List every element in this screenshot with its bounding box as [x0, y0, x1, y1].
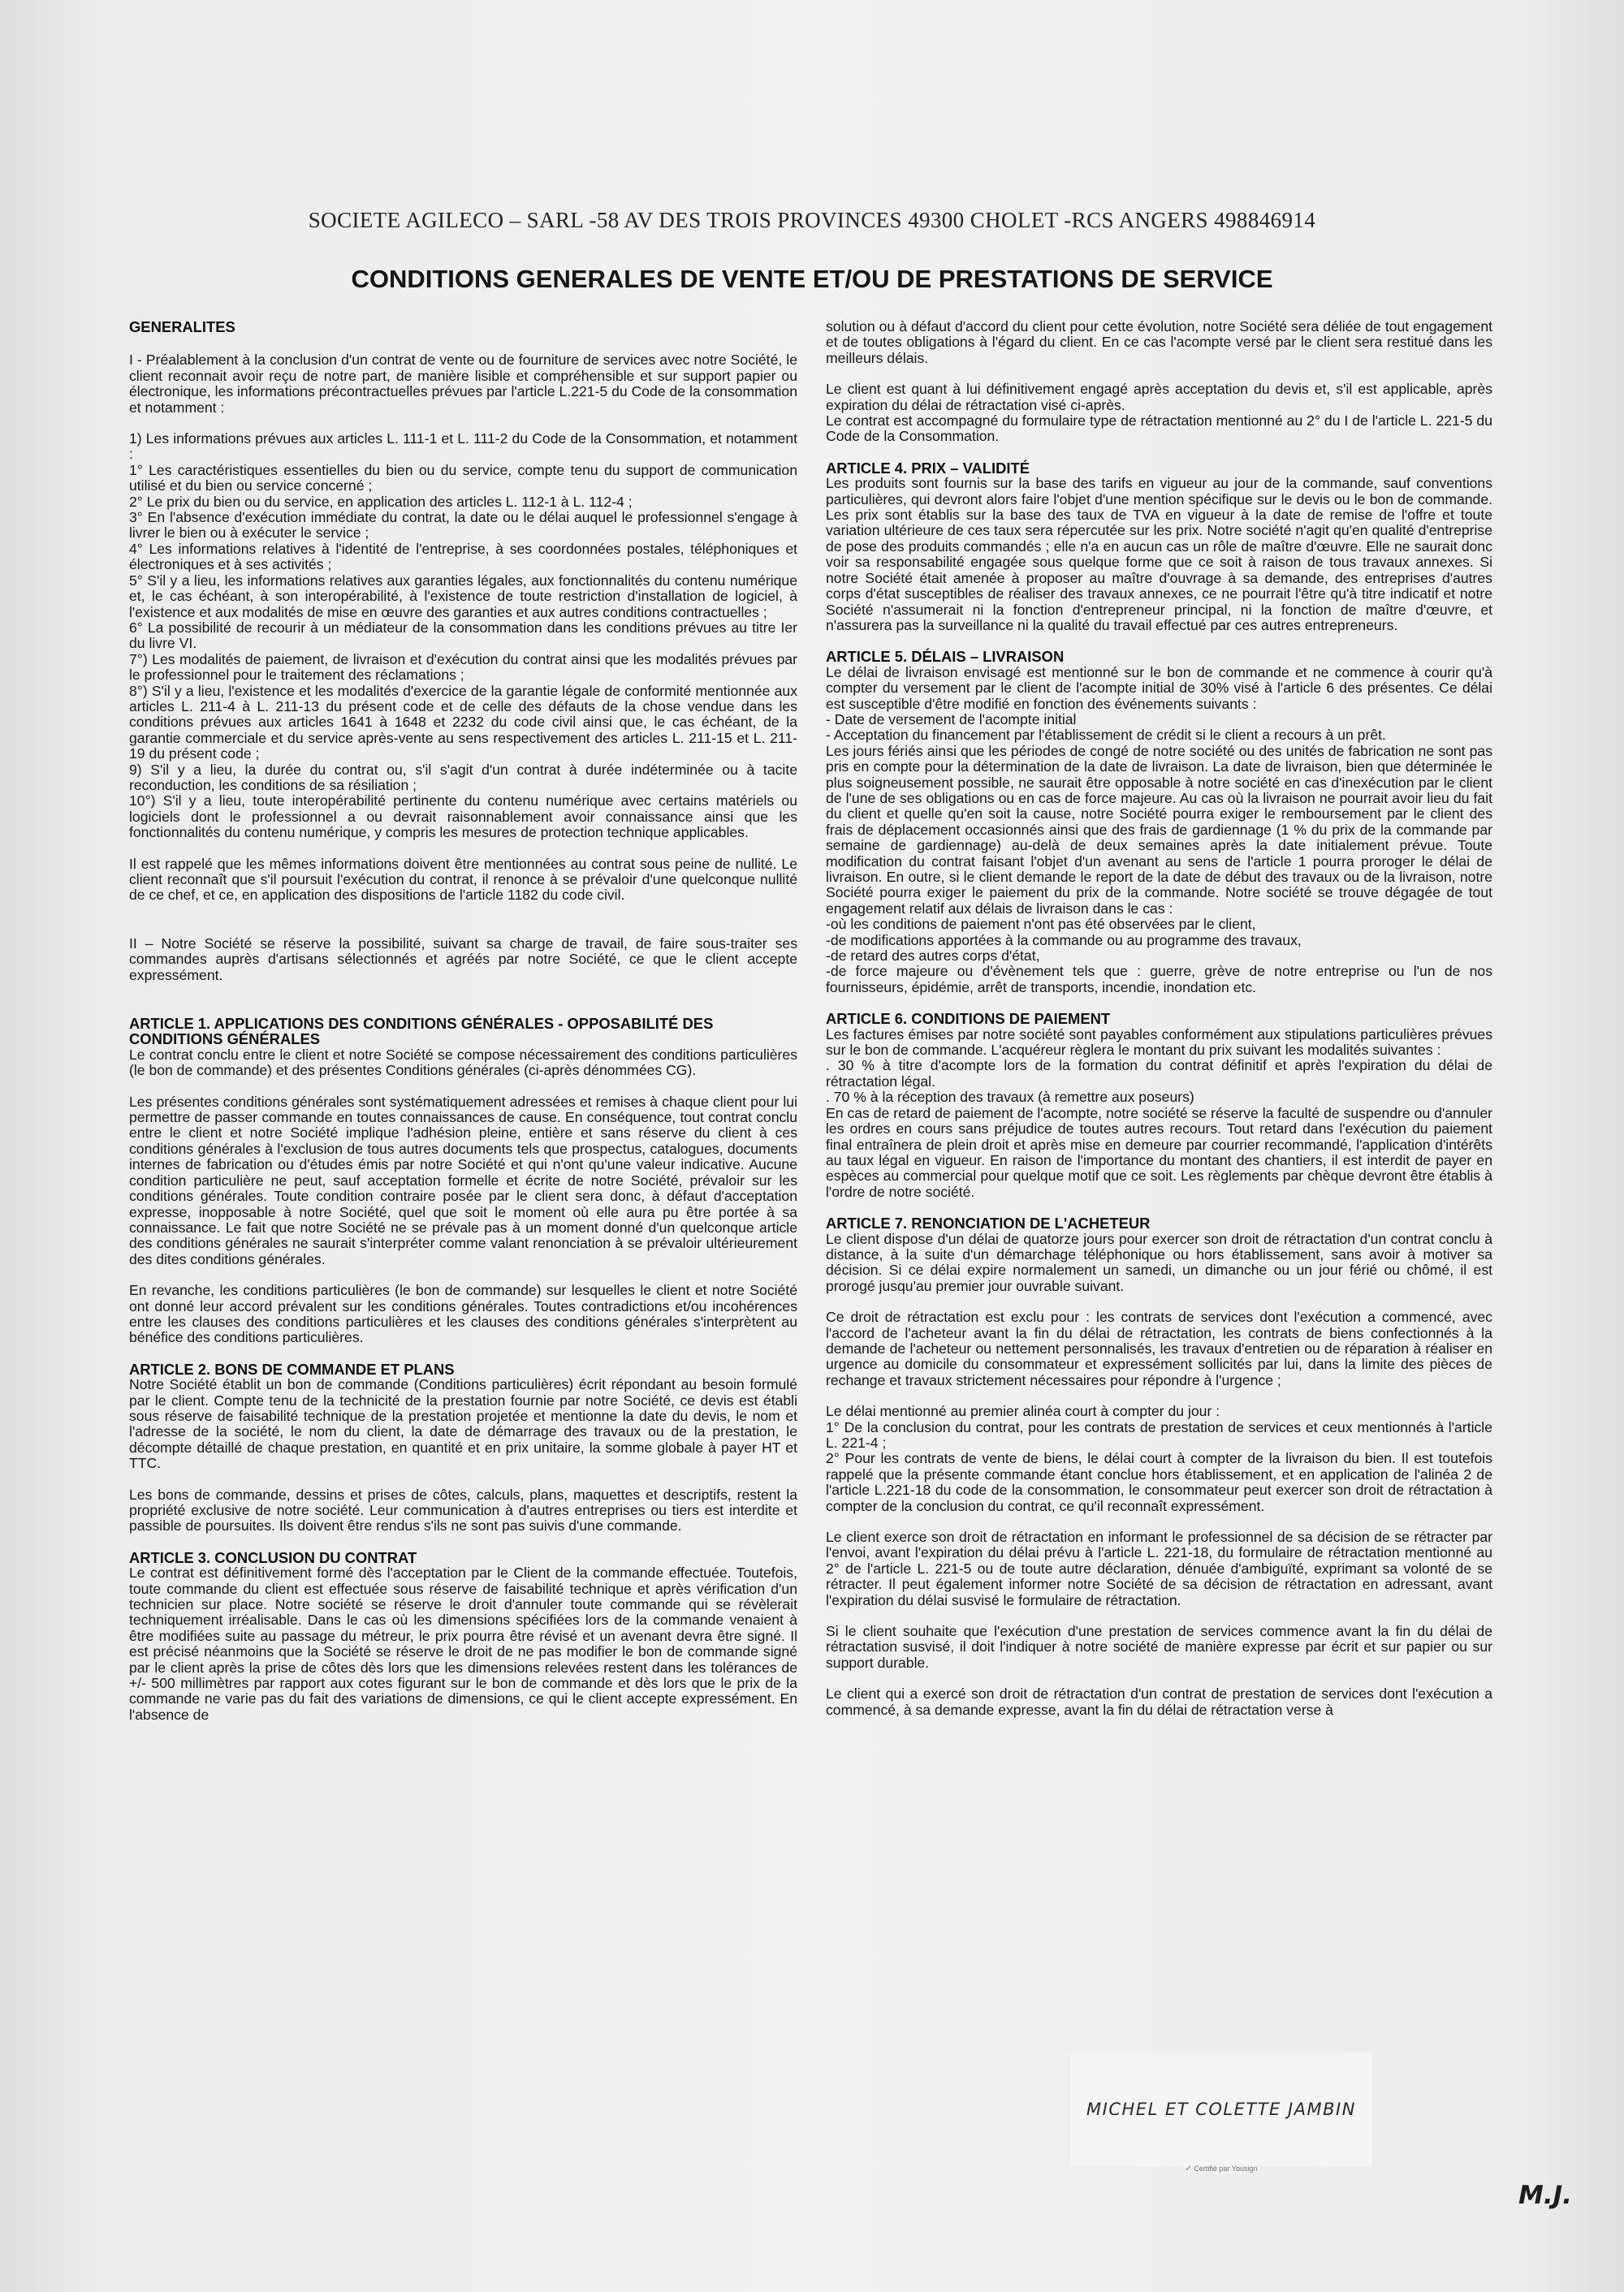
article-7-paragraph: Ce droit de rétractation est exclu pour : les contrats de services dont l'exécution a commencé, avec l'accord de l'acheteur avant la fin du délai de rétractation, les contrats de biens confectionnés à la demande de l'acheteur ou nettement personnalisés, les travaux d'entretien ou de réparation à réaliser en urgence au domicile du consommateur et expressément sollicités par lui, dans la limite des pièces de rechange et travaux strictement nécessaires pour répondre à l'urgence ; [826, 1309, 1492, 1388]
paragraph-rappel: Il est rappelé que les mêmes informations doivent être mentionnées au contrat sous peine de nullité. Le client reconnaît que s'il poursuit l'exécution du contrat, il renonce à se prévaloir d'une quelconque nullité de ce chef, et ce, en application des dispositions de l'article 1182 du code civil. [129, 855, 797, 904]
list-item: 1° Les caractéristiques essentielles du bien ou du service, compte tenu du support de communication utilisé et du bien ou service concerné ; [129, 461, 797, 494]
signature-name: MICHEL ET COLETTE JAMBIN [1086, 2100, 1356, 2119]
article-5-line: - Acceptation du financement par l'établissement de crédit si le client a recours à un prêt. [826, 727, 1386, 744]
list-item: 4° Les informations relatives à l'identité de l'entreprise, à ses coordonnées postales, téléphoniques et électroniques et à ses activités ; [129, 540, 797, 573]
information-list [129, 431, 797, 841]
heading-article-1: ARTICLE 1. APPLICATIONS DES CONDITIONS GÉNÉRALES - OPPOSABILITÉ DES CONDITIONS GÉNÉRALES [129, 1015, 714, 1048]
article-7-line: 1° De la conclusion du contrat, pour les contrats de prestation de services et ceux mentionnés à l'article L. 221-4 ; [826, 1418, 1492, 1451]
article-5-line: Les jours fériés ainsi que les périodes de congé de notre société ou des unités de fabrication ne sont pas pris en compte pour la détermination de la date de livraison. La date de livraison, bien que déterminée le plus soigneusement possible, ne saurait être opposable à notre société en cas d'inexécution par le client de l'une de ses obligations ou en cas de force majeure. Au cas où la livraison ne pourrait avoir lieu du fait du client et quelle qu'en soit la cause, notre Société pourra exiger le remboursement par le client des frais de déplacement occasionnés ainsi que des frais de gardiennage (1 % du prix de la commande par semaine de gardiennage) au-delà de deux semaines après la date initialement prévue. Toute modification du contrat faisant l'objet d'un avenant au sens de l'article 1 pourra proroger le délai de livraison. En outre, si le client demande le report de la date de début des travaux ou de la livraison, notre Société pourra exiger le paiement du prix de la commande. Notre société se trouve dégagée de tout engagement relatif aux délais de livraison dans le cas : [826, 742, 1492, 917]
heading-article-6: ARTICLE 6. CONDITIONS DE PAIEMENT [826, 1010, 1111, 1028]
article-3-paragraph: Le client est quant à lui définitivement engagé après acceptation du devis et, s'il est applicable, après expiration du délai de rétractation visé ci-après. [826, 381, 1492, 413]
article-6-line: En cas de retard de paiement de l'acompte, notre société se réserve la faculté de suspendre ou d'annuler les ordres en cours sans préjudice de toutes autres recours. Tout retard dans l'exécution du paiement final entraînera de plein droit et après mise en demeure par courrier recommandé, l'application d'intérêts au taux légal en vigueur. En raison de l'importance du montant des chantiers, il est interdit de payer en espèces au commercial pour quelque motif que ce soit. Les règlements par chèque devront être établis à l'ordre de notre société. [826, 1104, 1492, 1200]
heading-generalites: GENERALITES [129, 318, 235, 335]
company-header: SOCIETE AGILECO – SARL -58 AV DES TROIS PROVINCES 49300 CHOLET -RCS ANGERS 498846914 [308, 208, 1316, 232]
heading-article-4: ARTICLE 4. PRIX – VALIDITÉ [826, 459, 1030, 477]
certification-text: Certifié par Yousign [1194, 2165, 1258, 2173]
article-6-body [826, 1027, 1492, 1200]
article-7-paragraph: Le client qui a exercé son droit de rétractation d'un contrat de prestation de services dont l'exécution a commencé, à sa demande expresse, avant la fin du délai de rétractation verse à [826, 1686, 1492, 1718]
heading-article-2: ARTICLE 2. BONS DE COMMANDE ET PLANS [129, 1360, 455, 1378]
list-item: 5° S'il y a lieu, les informations relatives aux garanties légales, aux fonctionnalités du contenu numérique et, le cas échéant, à son interopérabilité, à l'existence de toute restriction d'installation de logiciel, à l'existence et aux modalités de mise en œuvre des garanties et aux autres conditions contractuelles ; [129, 572, 797, 620]
article-7-paragraph: Le client dispose d'un délai de quatorze jours pour exercer son droit de rétractation d'un contrat conclu à distance, à la suite d'un démarchage téléphonique ou hors établissement, sans avoir à motiver sa décision. Si ce délai expire normalement un samedi, un dimanche ou un jour férié ou chômé, il est prorogé jusqu'au premier jour ouvrable suivant. [826, 1230, 1492, 1294]
list-item: 7°) Les modalités de paiement, de livraison et d'exécution du contrat ainsi que les modalités prévues par le professionnel pour le traitement des réclamations ; [129, 650, 797, 684]
article-5-line: -où les conditions de paiement n'ont pas été observées par le client, [826, 916, 1256, 933]
list-item: 1) Les informations prévues aux articles L. 111-1 et L. 111-2 du Code de la Consommation, et notamment : [129, 430, 797, 463]
article-2-paragraph: Notre Société établit un bon de commande (Conditions particulières) écrit répondant au besoin formulé par le client. Compte tenu de la technicité de la prestation fournie par notre Société, ce devis est établi sous réserve de faisabilité technique de la prestation projetée et mentionne la date du devis, le nom et l'adresse de la société, le nom du client, la date de démarrage des travaux ou de la prestation, le décompte détaillé de chaque prestation, en quantité et en prix unitaire, la somme globale à payer HT et TTC. [129, 1376, 797, 1472]
article-2-paragraph: Les bons de commande, dessins et prises de côtes, calculs, plans, maquettes et descriptifs, restent la propriété exclusive de notre société. Leur communication à d'autres entreprises ou tiers est interdite et passible de poursuites. Ils doivent être rendus s'ils ne sont pas suivis d'une commande. [129, 1486, 797, 1534]
left-column [129, 319, 797, 1723]
list-item: 3° En l'absence d'exécution immédiate du contrat, la date ou le délai auquel le professionnel s'engage à livrer le bien ou à exécuter le service ; [129, 509, 797, 542]
right-column [826, 319, 1492, 1718]
list-item: 8°) S'il y a lieu, l'existence et les modalités d'exercice de la garantie légale de conformité mentionnée aux articles L. 211-4 à L. 211-13 du présent code et de celle des défauts de la chose vendue dans les conditions prévues aux articles 1641 à 1648 et 2232 du code civil ainsi que, le cas échéant, de la garantie commerciale et du service après-vente au sens respectivement des articles L. 211-15 et L. 211-19 du présent code ; [129, 682, 797, 762]
heading-article-3: ARTICLE 3. CONCLUSION DU CONTRAT [129, 1548, 417, 1566]
article-5-line: -de force majeure ou d'évènement tels que : guerre, grève de notre entreprise ou l'un de nos fournisseurs, épidémie, arrêt de transports, incendie, inondation etc. [826, 963, 1492, 995]
article-5-body [826, 665, 1492, 996]
article-5-line: -de modifications apportées à la commande ou au programme des travaux, [826, 931, 1302, 948]
paragraph-intro: I - Préalablement à la conclusion d'un contrat de vente ou de fourniture de services avec notre Société, le client reconnait avoir reçu de notre part, de manière lisible et compréhensible et sur support papier ou électronique, les informations précontractuelles prévues par l'article L.221-5 du Code de la consommation et notamment : [129, 352, 797, 416]
article-3-paragraph: Le contrat est définitivement formé dès l'acceptation par le Client de la commande effectuée. Toutefois, toute commande du client est effectuée sous réserve de faisabilité technique et après vérification d'un technicien sur place. Notre société se réserve le droit d'annuler toute commande qui se révèlerait techniquement irréalisable. Dans le cas où les dimensions spécifiées lors de la commande venaient à être modifiées suite au passage du métreur, le prix pourra être révisé et un avenant devra être signé. Il est précisé néanmoins que la Société se réserve le droit de ne pas modifier le bon de commande signé par le client après la prise de côtes dès lors que les dimensions relevées restent dans les tolérances de +/- 500 millimètres par rapport aux cotes figurant sur le bon de commande et dès lors que le prix de la commande ne varie pas du fait des variations de dimensions, ce qui le client accepte expressément. En l'absence de [129, 1565, 797, 1723]
heading-article-5: ARTICLE 5. DÉLAIS – LIVRAISON [826, 648, 1065, 666]
article-1-paragraph: Le contrat conclu entre le client et notre Société se compose nécessairement des conditions particulières (le bon de commande) et des présentes Conditions générales (ci-après dénommées CG). [129, 1046, 797, 1079]
article-5-line: -de retard des autres corps d'état, [826, 947, 1040, 965]
handwritten-initials: M.J. [1518, 2181, 1572, 2210]
article-6-line: . 70 % à la réception des travaux (à remettre aux poseurs) [826, 1089, 1194, 1106]
list-item: 2° Le prix du bien ou du service, en application des articles L. 112-1 à L. 112-4 ; [129, 493, 633, 510]
list-item: 9) S'il y a lieu, la durée du contrat ou, s'il s'agit d'un contrat à durée indéterminée ou à tacite reconduction, les conditions de sa résiliation ; [129, 761, 797, 793]
certification-line [1070, 2165, 1372, 2173]
heading-article-7: ARTICLE 7. RENONCIATION DE L'ACHETEUR [826, 1215, 1151, 1232]
article-5-line: - Date de versement de l'acompte initial [826, 710, 1077, 727]
article-6-line: . 30 % à titre d'acompte lors de la formation du contrat définitif et après l'expiration du délai de rétractation légal. [826, 1057, 1492, 1090]
article-4-paragraph: Les produits sont fournis sur la base des tarifs en vigueur au jour de la commande, sauf conventions particulières, qui devront alors faire l'objet d'une mention spécifique sur le devis ou le bon de commande. Les prix sont établis sur la base des taux de TVA en vigueur à la date de remise de l'offre et toute variation ultérieure de ces taux sera répercutée sur les prix. Notre société n'agit qu'en qualité d'entreprise de pose des produits commandés ; elle n'a en aucun cas un rôle de maître d'œuvre. Elle ne saurait donc voir sa responsabilité engagée sous quelque forme que ce soit à raison de tous travaux annexes. Si notre Société était amenée à proposer au maître d'ouvrage à sa demande, des entreprises d'autres corps d'état susceptibles de réaliser des travaux annexes, ce ne pourrait l'être qu'à titre indicatif et notre Société n'assumerait ni la fonction d'entrepreneur principal, ni la fonction de maître d'œuvre, et n'assurera pas la surveillance ni la qualité du travail effectué par ces autres entrepreneurs. [826, 475, 1492, 633]
document-title: CONDITIONS GENERALES DE VENTE ET/OU DE PRESTATIONS DE SERVICE [351, 265, 1273, 293]
article-3-continued: solution ou à défaut d'accord du client pour cette évolution, notre Société sera déliée de tout engagement et de toutes obligations à l'égard du client. En ce cas l'acompte versé par le client sera restitué dans les meilleurs délais. [826, 318, 1492, 366]
article-7-paragraph: Le client exerce son droit de rétractation en informant le professionnel de sa décision de se rétracter par l'envoi, avant l'expiration du délai prévu à l'article L. 221-18, du formulaire de rétractation mentionné au 2° de l'article L. 221-5 ou de toute autre déclaration, dénuée d'ambiguïté, exprimant sa volonté de se rétracter. Il peut également informer notre Société de sa décision de rétractation en adressant, avant l'expiration du délai susvisé le formulaire de rétractation. [826, 1529, 1492, 1608]
article-7-line: Le délai mentionné au premier alinéa court à compter du jour : [826, 1403, 1220, 1420]
article-7-delai [826, 1404, 1492, 1514]
article-6-line: Les factures émises par notre société sont payables conformément aux stipulations particulières prévues sur le bon de commande. L'acquéreur règlera le montant du prix suivant les modalités suivantes : [826, 1025, 1492, 1059]
article-7-line: 2° Pour les contrats de vente de biens, le délai court à compter de la livraison du bien. Il est toutefois rappelé que la présente commande étant conclue hors établissement, et en application de l'alinéa 2 de l'article L.221-18 du code de la consommation, le consommateur peut exercer son droit de rétractation à compter de la conclusion du contrat, ce qu'il reconnaît expressément. [826, 1450, 1492, 1514]
check-icon: ✓ [1185, 2165, 1192, 2173]
article-7-paragraph: Si le client souhaite que l'exécution d'une prestation de services commence avant la fin du délai de rétractation susvisé, il doit l'indiquer à notre société de manière expresse par écrit et sur papier ou sur support durable. [826, 1623, 1492, 1671]
paragraph-sous-traitance: II – Notre Société se réserve la possibilité, suivant sa charge de travail, de faire sous-traiter ses commandes auprès d'artisans sélectionnés et agréés par notre Société, ce que le client accepte expressément. [129, 934, 797, 983]
article-1-paragraph: Les présentes conditions générales sont systématiquement adressées et remises à chaque client pour lui permettre de passer commande en toutes connaissances de cause. En conséquence, tout contrat conclu entre le client et notre Société implique l'adhésion pleine, entière et sans réserve du client à ces conditions générales à l'exclusion de tous autres documents tels que prospectus, catalogues, documents internes de fabrication ou d'études émis par notre Société et qui n'ont qu'une valeur indicative. Aucune condition particulière ne peut, sauf acceptation formelle et écrite de notre Société, prévaloir sur les conditions générales. Toute condition contraire posée par le client sera donc, à défaut d'acceptation expresse, inopposable à notre Société, quel que soit le moment où elle aura pu être portée à sa connaissance. Le fait que notre Société ne se prévale pas à un moment donné d'un quelconque article des conditions générales ne saurait s'interpréter comme valant renonciation à se prévaloir ultérieurement des dites conditions générales. [129, 1093, 797, 1267]
article-5-line: Le délai de livraison envisagé est mentionné sur le bon de commande et ne commence à courir qu'à compter du versement par le client de l'acompte initial de 30% visé à l'article 6 des présentes. Ce délai est susceptible d'être modifié en fonction des événements suivants : [826, 663, 1492, 712]
article-3-paragraph: Le contrat est accompagné du formulaire type de rétractation mentionné au 2° du I de l'article L. 221-5 du Code de la Consommation. [826, 412, 1492, 445]
list-item: 6° La possibilité de recourir à un médiateur de la consommation dans les conditions prévues au titre Ier du livre VI. [129, 619, 797, 652]
article-1-paragraph: En revanche, les conditions particulières (le bon de commande) sur lesquelles le client et notre Société ont donné leur accord prévalent sur les conditions générales. Toutes contradictions et/ou incohérences entre les clauses des conditions particulières et les clauses des conditions générales s'interprètent au bénéfice des conditions particulières. [129, 1282, 797, 1346]
list-item: 10°) S'il y a lieu, toute interopérabilité pertinente du contenu numérique avec certains matériels ou logiciels dont le professionnel a ou devrait raisonnablement avoir connaissance ainsi que les fonctionnalités du contenu numérique, y compris les mesures de protection technique applicables. [129, 792, 797, 841]
